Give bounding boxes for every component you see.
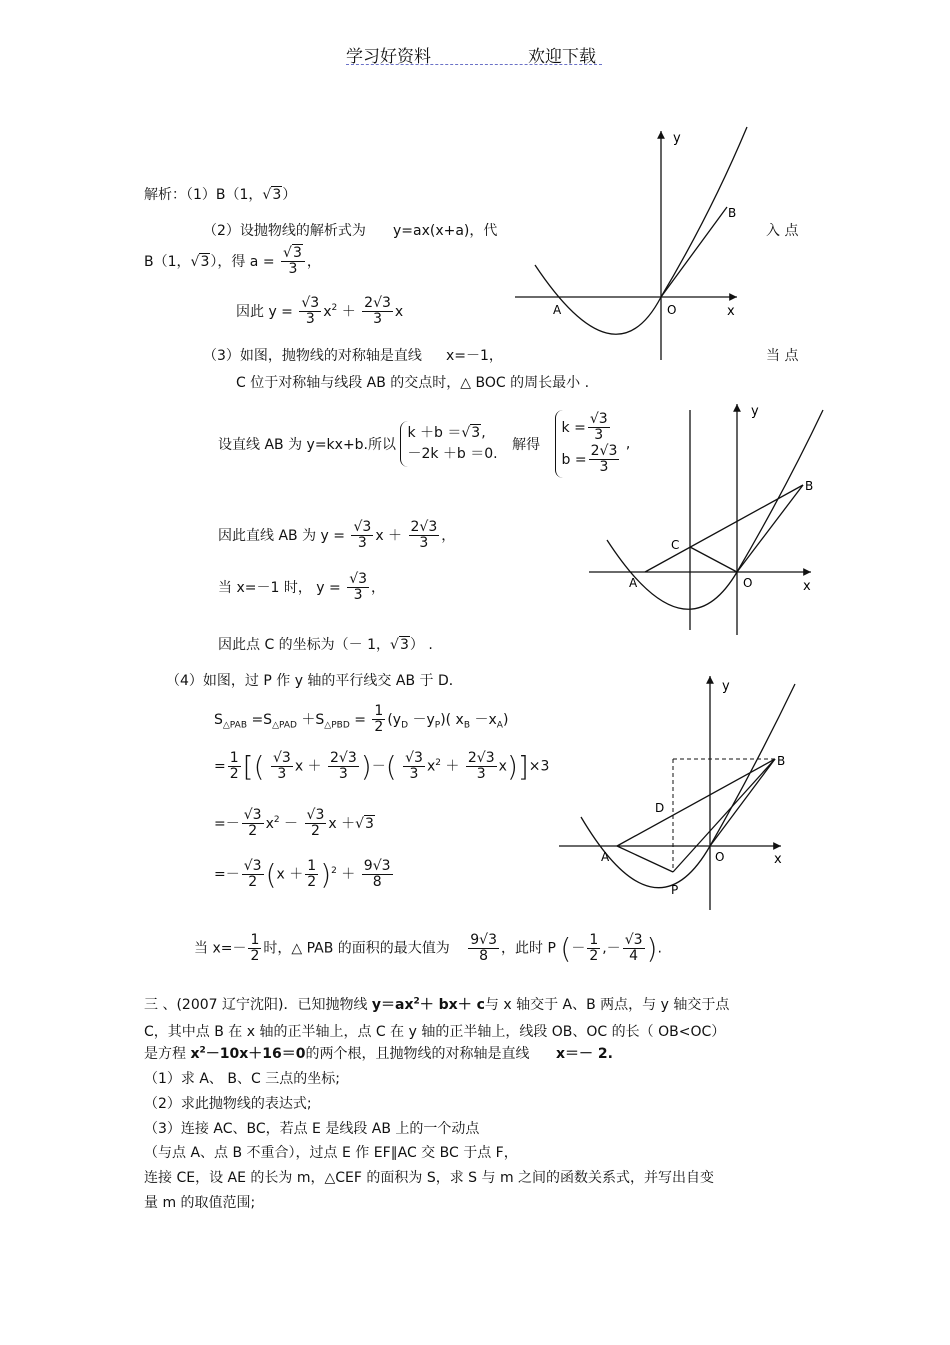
segment-AP — [617, 846, 673, 872]
parabola — [607, 410, 823, 609]
sol-line-9: 当 x=－1 时， y = $\frac{√3}{3}$ ， — [218, 571, 386, 604]
problem-line-3: 是方程 $x^2-10x+16=0$的两个根，且抛物线的对称轴是直线 x＝－ 2. — [144, 1045, 613, 1062]
segment-CO — [690, 547, 737, 572]
label-A: A — [553, 303, 562, 317]
area-formula-2: = $\frac{1}{2}$ [( $\frac{√3}{3}$ x ＋ $\frac{2√3}{3}$ )－( $\frac{√3}{3}$ $x^2$ ＋ $\frac{2√3}{3}$ x)]×3 — [214, 749, 550, 783]
label-y: y — [722, 679, 730, 694]
equation-system-2: k = $\frac{√3}{3}$ b = $\frac{2√3}{3}$ — [555, 410, 622, 478]
problem-line-1: 三 、(2007 辽宁沈阳)．已知抛物线 $y=ax^2+ bx+ c$与 x 轴交于 A、B 两点，与 y 轴交于点 — [144, 996, 730, 1013]
sol-line-10: 因此点 C 的坐标为（－ 1，√3） . — [218, 637, 433, 653]
max-area-line: 当 x=－ $\frac{1}{2}$ 时，△ PAB 的面积的最大值为 $\frac{9√3}{8}$ ，此时 P (－ $\frac{1}{2}$ ,－ $\frac{√3}{4}$ ). — [194, 931, 662, 965]
question-3: （3）连接 AC、BC，若点 E 是线段 AB 上的一个动点 — [144, 1121, 480, 1137]
problem-line-2: C，其中点 B 在 x 轴的正半轴上，点 C 在 y 轴的正半轴上，线段 OB、OC 的长（ OB<OC） — [144, 1024, 726, 1040]
question-3c: 连接 CE，设 AE 的长为 m，△CEF 的面积为 S，求 S 与 m 之间的函数关系式，并写出自变 — [144, 1170, 715, 1186]
sol-line-2: （2）设抛物线的解析式为 — [203, 223, 366, 239]
label-O: O — [715, 850, 725, 864]
sol-line-7: 设直线 AB 为 y=kx+b.所以 k ＋b ＝√3, －2k ＋b ＝0. 解得 k = $\frac{√3}{3}$ b = $\frac{2√3}{3}$ , — [218, 410, 630, 478]
sol-line-6: C 位于对称轴与线段 AB 的交点时，△ BOC 的周长最小 . — [236, 375, 590, 391]
question-1: （1）求 A、 B、C 三点的坐标; — [144, 1071, 340, 1087]
label-x: x — [727, 304, 735, 319]
sol-line-2-formula: y=ax(x+a)，代 — [393, 223, 498, 239]
label-x: x — [774, 852, 782, 867]
question-3d: 量 m 的取值范围; — [144, 1195, 256, 1211]
segment-OB — [737, 485, 803, 572]
segment-OB — [710, 759, 775, 846]
label-O: O — [743, 576, 753, 590]
sol-line-8: 因此直线 AB 为 y = $\frac{√3}{3}$ x ＋ $\frac{2√3}{3}$ ， — [218, 519, 456, 552]
sol-line-5: （3）如图，抛物线的对称轴是直线 — [203, 348, 422, 364]
question-2: （2）求此抛物线的表达式; — [144, 1096, 312, 1112]
label-O: O — [667, 303, 677, 317]
label-B: B — [728, 206, 737, 220]
parabola — [581, 684, 795, 888]
area-formula-1: $S_{\triangle PAB} =S_{\triangle PAD} +S_{\triangle PBD}$ = $\frac{1}{2}$ $(y_D -y_P)$( $x_B -x_A$) — [214, 703, 509, 736]
label-B: B — [805, 479, 814, 493]
question-3b: （与点 A、点 B 不重合），过点 E 作 EF∥AC 交 BC 于点 F， — [144, 1145, 518, 1161]
label-A: A — [629, 576, 638, 590]
label-y: y — [751, 404, 759, 419]
header-left: 学习好资料 — [346, 47, 431, 67]
graph-1 — [505, 125, 755, 365]
label-P: P — [671, 883, 679, 897]
equation-system-1: k ＋b ＝√3, －2k ＋b ＝0. — [400, 421, 497, 467]
label-B: B — [777, 754, 786, 768]
sol-line-5-tail: 当 点 — [766, 348, 799, 364]
sol-line-3: B（1，√3），得 a = $\frac{√3}{3}$ ， — [144, 245, 321, 278]
area-formula-4: =－ $\frac{√3}{2}$ (x ＋ $\frac{1}{2}$ )$^2$ ＋ $\frac{9√3}{8}$ — [214, 857, 391, 891]
segment-OB — [661, 207, 727, 297]
graph-2 — [585, 400, 830, 640]
graph-3 — [555, 672, 800, 912]
sol-line-4: 因此 y = $\frac{√3}{3}$ $x^2$ ＋ $\frac{2√3}{3}$ x — [236, 295, 404, 328]
line-AB — [645, 485, 803, 572]
label-x: x — [803, 579, 811, 594]
sol-line-5-formula: x=－1， — [446, 348, 503, 364]
sol-part-4: （4）如图，过 P 作 y 轴的平行线交 AB 于 D． — [166, 673, 463, 689]
label-D: D — [655, 801, 665, 815]
label-A: A — [601, 850, 610, 864]
parabola — [535, 127, 747, 334]
header-right: 欢迎下载 — [528, 47, 596, 67]
area-formula-3: =－ $\frac{√3}{2}$ $x^2$ － $\frac{√3}{2}$ x ＋√3 — [214, 807, 374, 840]
line-AB — [617, 759, 775, 846]
label-C: C — [671, 538, 680, 552]
label-y: y — [673, 131, 681, 146]
header-divider — [346, 64, 602, 65]
sol-line-1: 解析：（1）B（1，√3） — [144, 187, 297, 203]
sol-line-2-tail: 入 点 — [766, 223, 799, 239]
